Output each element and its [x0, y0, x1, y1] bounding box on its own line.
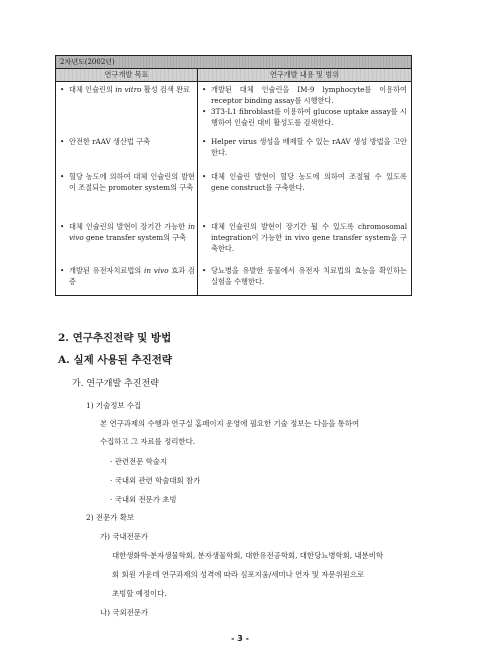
table-header-row: [56, 69, 411, 82]
table-row-1-goal: • 대체 인슐린의 in vitro 활성 검색 완료: [60, 85, 190, 94]
table-row-3-goal: • 혈당 농도에 의하여 대체 인슐린의 발현이 조절되는 promoter system의 구축: [60, 172, 195, 192]
table-row-5-content: • 당뇨병을 유발한 동물에서 유전자 치료법의 효능을 확인하는 실험을 수행한다.: [202, 266, 407, 286]
table-row-2-content: • Helper virus 생성을 배제할 수 있는 rAAV 생성 방법을 고안한다.: [202, 137, 407, 157]
table-row-3-content: • 대체 인슐린 발현이 혈당 농도에 의하여 조절될 수 있도록 gene construct를 구축한다.: [202, 172, 407, 192]
foreign-experts-title: 나) 국외전문가: [100, 608, 149, 617]
item-tech-info-title: 1) 기술정보 수집: [86, 401, 142, 410]
table-row-4-content: • 대체 인슐린의 발현이 장기간 될 수 있도록 chromosomal integration이 가능한 in vivo gene transfer system을 구축한다.: [202, 222, 407, 253]
research-goals-table: [55, 55, 412, 296]
bullet-journals: · 관련전문 학술지: [110, 457, 168, 466]
section-heading: 2. 연구추진전략 및 방법: [58, 332, 172, 344]
bullet-experts: · 국내외 전문가 초빙: [110, 495, 177, 504]
strategy-heading: 가. 연구개발 추진전략: [72, 379, 159, 389]
item-expert-title: 2) 전문가 확보: [86, 513, 134, 522]
table-row-1-content: • 개발된 대체 인슐린을 IM-9 lymphocyte를 이용하여 receptor binding assay를 시행한다. • 3T3-L1 fibroblast를 이용하여 glucose uptake assay를 시행하여 인슐린 대비 활성도를 검색한다.: [202, 85, 407, 127]
header-content: 연구개발 내용 및 범위: [269, 70, 340, 79]
table-body: [56, 82, 411, 295]
page-number: - 3 -: [231, 634, 249, 643]
header-goal: 연구개발 목표: [56, 69, 198, 81]
table-year-label: 2차년도(2002년): [56, 56, 411, 69]
domestic-experts-text-line2: 회 회원 가운데 연구과제의 성격에 따라 심포지움/세미나 연자 및 자문위원으로: [112, 570, 365, 579]
domestic-experts-title: 가) 국내전문가: [100, 532, 149, 541]
table-row-5-goal: • 개발된 유전자치료법의 in vivo 효과 검증: [60, 266, 195, 286]
tech-info-text-line2: 수집하고 그 자료를 정리한다.: [100, 437, 196, 446]
table-row-2-goal: • 안전한 rAAV 생산법 구축: [60, 137, 151, 146]
domestic-experts-text-line3: 초빙할 예정이다.: [112, 589, 167, 598]
subsection-heading: A. 실제 사용된 추진전략: [58, 354, 173, 366]
table-row-4-goal: • 대체 인슐린의 발현이 장기간 가능한 in vivo gene transfer system의 구축: [60, 222, 195, 242]
tech-info-text-line1: 본 연구과제의 수행과 연구실 홈페이지 운영에 필요한 기술 정보는 다음을 통하여: [100, 419, 360, 428]
domestic-experts-text-line1: 대한생화학·분자생물학회, 분자생물학회, 대한유전공학회, 대한당뇨병학회, 내분비학: [112, 551, 384, 560]
bullet-conferences: · 국내외 관련 학술대회 참가: [110, 476, 201, 485]
